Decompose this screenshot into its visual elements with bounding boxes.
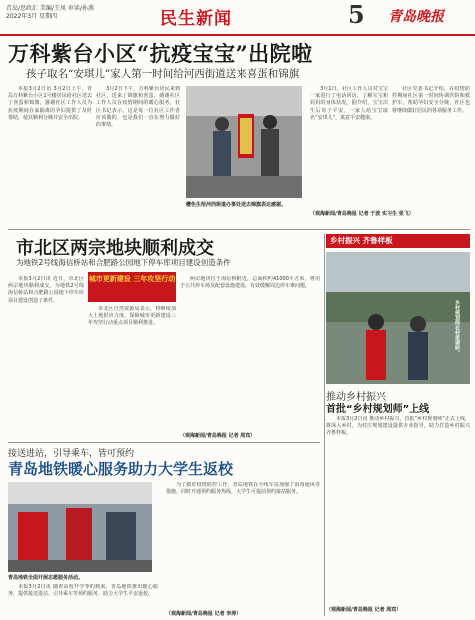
story2-credit: （观海新闻/青岛晚报 记者 周宾） (180, 433, 256, 439)
story3-headline: 青岛地铁暖心服务助力大学生返校 (8, 460, 234, 478)
story3-photo-caption: 青岛地铁全面开展志愿服务活动。 (8, 575, 84, 581)
divider (8, 442, 320, 443)
story1-column-3: 3月1日，社区工作人员对宝宝一家进行了电话回访，了解宝宝和妈妈的身体状况。据介绍，宝宝出生后母子平安，一家人给宝宝取名“安琪儿”，寓意平安健康。 (310, 86, 388, 121)
story3-credit: （观海新闻/青岛晚报 记者 李涛） (166, 611, 242, 617)
story2-banner-badge (88, 272, 176, 302)
story1-subhead: 孩子取名“安琪儿”家人第一时间给河西街道送来喜蛋和锦旗 (26, 68, 300, 80)
story1-column-2: 3月2日下午，万科紫台居民来到社区，送来了锦旗和喜蛋，感谢社区工作人员在疫情期间的暖心服务。社区书记表示，这是每一位社区工作者应该做的，也是我们一直在努力做好的事情。 (96, 86, 180, 129)
story1-column-1: 本报3月2日讯 3月2日上午，青岛万科紫台小区1号楼居民给社区送去了喜蛋和锦旗，感谢社区工作人员为抗疫期间在家隔离的孕妇提供了及时帮助，使其顺利分娩并安全出院。 (8, 86, 92, 121)
header-meta (6, 5, 94, 21)
story2-banner-text: 城市更新建设 三年攻坚行动 (88, 275, 176, 283)
page-number: 5 (348, 0, 365, 29)
story1-photo (186, 86, 302, 198)
story2-subhead: 为地铁2号线海信桥站和合肥路公园地下停车库项目建设创造条件 (16, 258, 231, 267)
newspaper-logo: 青岛晚报 (388, 9, 444, 25)
story4-section-tag (326, 234, 470, 248)
header-meta-line1: 青岛/思政汇 美编/王凤 审读/孙燕 (6, 5, 94, 12)
story2-column-2: 市北区自然资源局表示，将继续加大土地供应力度，保障城市更新建设三年攻坚行动重点项目顺利推进。 (88, 306, 176, 327)
story3-column-2: 为了做好疫情防控工作，青岛地铁在全线车站加强了消毒通风等措施，同时开通预约服务热线，大学生可提前预约接站服务。 (166, 482, 320, 496)
story3-kicker: 接送进站，引导乘车，皆可预约 (8, 449, 135, 459)
section-title: 民生新闻 (160, 9, 232, 29)
story2-column-3: 两宗地块位于海信桥附近，总面积约41000平方米，将用于公共停车场及配套设施建设，有效缓解周边停车难问题。 (180, 276, 320, 290)
story4-photo-caption: 乡村规划师在村里调研。 (454, 300, 460, 355)
story4-credit: （观海新闻/青岛晚报 记者 周宾） (326, 607, 402, 613)
divider (8, 229, 470, 230)
story1-credit: （观海新闻/青岛晚报 记者 于波 实习生 张飞） (310, 211, 414, 217)
story3-column-1: 本报3月2日讯 随着高校开学季的到来，青岛地铁推出暖心服务，提供接送进站、引导乘车等预约服务，助力大学生平安返校。 (8, 584, 158, 598)
story4-photo (326, 252, 470, 384)
story4-body: 本报3月2日讯 推动乡村振兴，首批“乡村规划师”正式上线，将深入乡村，为村庄规划建设提供专业指导，助力打造乡村振兴齐鲁样板。 (326, 416, 470, 437)
story2-column-1: 本报3月2日讯 近日，市北区两宗地块顺利成交，为地铁2号线海信桥站和合肥路公园地下停车库项目建设创造了条件。 (8, 276, 84, 304)
story4-headline: 首批“乡村规划师”上线 (326, 404, 430, 415)
story2-headline: 市北区两宗地块顺利成交 (16, 238, 214, 259)
story3-photo (8, 482, 152, 572)
story4-kicker: 推动乡村振兴 (326, 392, 386, 403)
column-divider (324, 234, 325, 616)
story1-headline: 万科紫台小区“抗疫宝宝”出院啦 (8, 41, 313, 66)
story4-section-tag-text: 乡村振兴 齐鲁样板 (330, 236, 393, 245)
header-meta-line2: 2022年3月 星期四 (6, 13, 57, 20)
story1-photo-caption: 樱色生给河西街道办事处送去锦旗表达感谢。 (186, 202, 287, 208)
story1-column-4: 社区党委书记介绍，在疫情防控期间社区第一时间协调医院和救护车，帮助孕妇安全分娩，社区也将继续做好居民的各项服务工作。 (392, 86, 470, 114)
